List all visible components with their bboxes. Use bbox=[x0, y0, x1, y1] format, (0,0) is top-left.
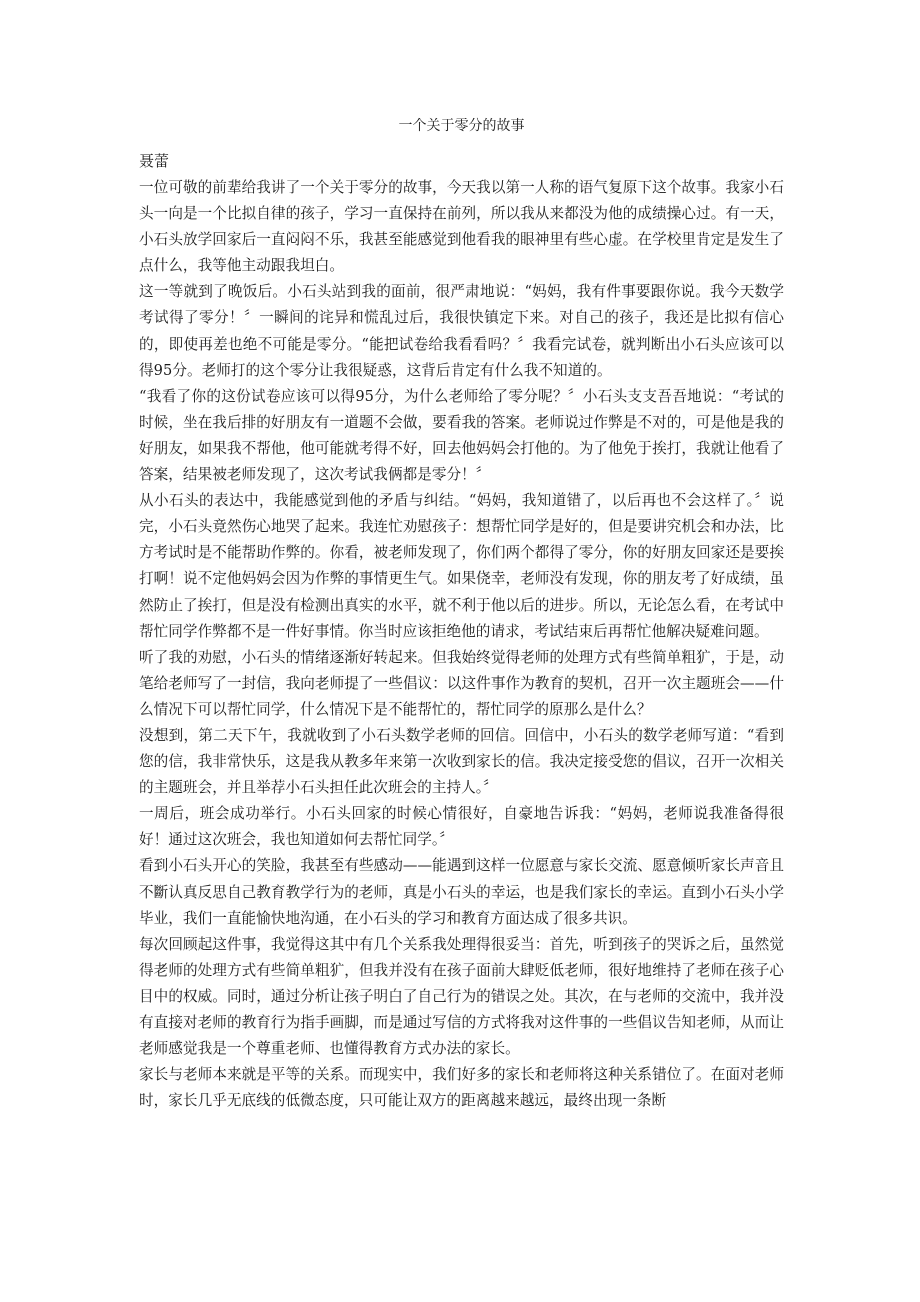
author-name: 聂蕾 bbox=[139, 152, 170, 170]
paragraph-9: 每次回顾起这件事，我觉得这其中有几个关系我处理得很妥当：首先，听到孩子的哭诉之后，虽然觉得老师的处理方式有些简单粗犷，但我并没有在孩子面前大肆贬低老师，很好地维持了老师在孩子心目中的权威。同时，通过分析让孩子明白了自己行为的错误之处。其次，在与老师的交流中，我并没有直接对老师的教育行为指手画脚，而是通过写信的方式将我对这件事的一些倡议告知老师，从而让老师感觉我是一个尊重老师、也懂得教育方式办法的家长。 bbox=[139, 935, 784, 1058]
paragraph-2: 这一等就到了晚饭后。小石头站到我的面前，很严肃地说：“妈妈，我有件事要跟你说。我今天数学考试得了零分！〞一瞬间的诧异和慌乱过后，我很快镇定下来。对自己的孩子，我还是比拟有信心的，即使再差也绝不可能是零分。“能把试卷给我看看吗？〞我看完试卷，就判断出小石头应该可以得95分。老师打的这个零分让我很疑惑，这背后肯定有什么我不知道的。 bbox=[139, 283, 784, 379]
paragraph-5: 听了我的劝慰，小石头的情绪逐渐好转起来。但我始终觉得老师的处理方式有些简单粗犷，于是，动笔给老师写了一封信，我向老师提了一些倡议：以这件事作为教育的契机，召开一次主题班会——什么情况下可以帮忙同学，什么情况下是不能帮忙的，帮忙同学的原那么是什么？ bbox=[139, 648, 784, 718]
paragraph-1: 一位可敬的前辈给我讲了一个关于零分的故事，今天我以第一人称的语气复原下这个故事。我家小石头一向是一个比拟自律的孩子，学习一直保持在前列，所以我从来都没为他的成绩操心过。有一天，小石头放学回家后一直闷闷不乐，我甚至能感觉到他看我的眼神里有些心虚。在学校里肯定是发生了点什么，我等他主动跟我坦白。 bbox=[139, 179, 784, 275]
paragraph-4: 从小石头的表达中，我能感觉到他的矛盾与纠结。“妈妈，我知道错了，以后再也不会这样了。〞说完，小石头竟然伤心地哭了起来。我连忙劝慰孩子：想帮忙同学是好的，但是要讲究机会和办法，比方考试时是不能帮助作弊的。你看，被老师发现了，你们两个都得了零分，你的好朋友回家还是要挨打啊！说不定他妈妈会因为作弊的事情更生气。如果侥幸，老师没有发现，你的朋友考了好成绩，虽然防止了挨打，但是没有检测出真实的水平，就不利于他以后的进步。所以，无论怎么看，在考试中帮忙同学作弊都不是一件好事情。你当时应该拒绝他的请求，考试结束后再帮忙他解决疑难问题。 bbox=[139, 492, 784, 640]
paragraph-10: 家长与老师本来就是平等的关系。而现实中，我们好多的家长和老师将这种关系错位了。在面对老师时，家长几乎无底线的低微态度，只可能让双方的距离越来越远，最终出现一条断 bbox=[139, 1066, 784, 1110]
paragraph-6: 没想到，第二天下午，我就收到了小石头数学老师的回信。回信中，小石头的数学老师写道：“看到您的信，我非常快乐，这是我从教多年来第一次收到家长的信。我决定接受您的倡议，召开一次相关的主题班会，并且举荐小石头担任此次班会的主持人。〞 bbox=[139, 726, 784, 797]
document-title: 一个关于零分的故事 bbox=[398, 118, 525, 134]
paragraph-8: 看到小石头开心的笑脸，我甚至有些感动——能遇到这样一位愿意与家长交流、愿意倾听家长声音且不斷认真反思自己教育教学行为的老师，真是小石头的幸运，也是我们家长的幸运。直到小石头小学毕业，我们一直能愉快地沟通，在小石头的学习和教育方面达成了很多共识。 bbox=[139, 857, 784, 927]
article-body bbox=[139, 175, 784, 1114]
paragraph-7: 一周后，班会成功举行。小石头回家的时候心情很好，自豪地告诉我：“妈妈，老师说我准备得很好！通过这次班会，我也知道如何去帮忙同学。〞 bbox=[139, 805, 784, 849]
paragraph-3: “我看了你的这份试卷应该可以得95分，为什么老师给了零分呢？〞小石头支支吾吾地说：“考试的时候，坐在我后排的好朋友有一道题不会做，要看我的答案。老师说过作弊是不对的，可是他是我的好朋友，如果我不帮他，他可能就考得不好，回去他妈妈会打他的。为了他免于挨打，我就让他看了答案，结果被老师发现了，这次考试我俩都是零分！〞 bbox=[139, 387, 784, 484]
